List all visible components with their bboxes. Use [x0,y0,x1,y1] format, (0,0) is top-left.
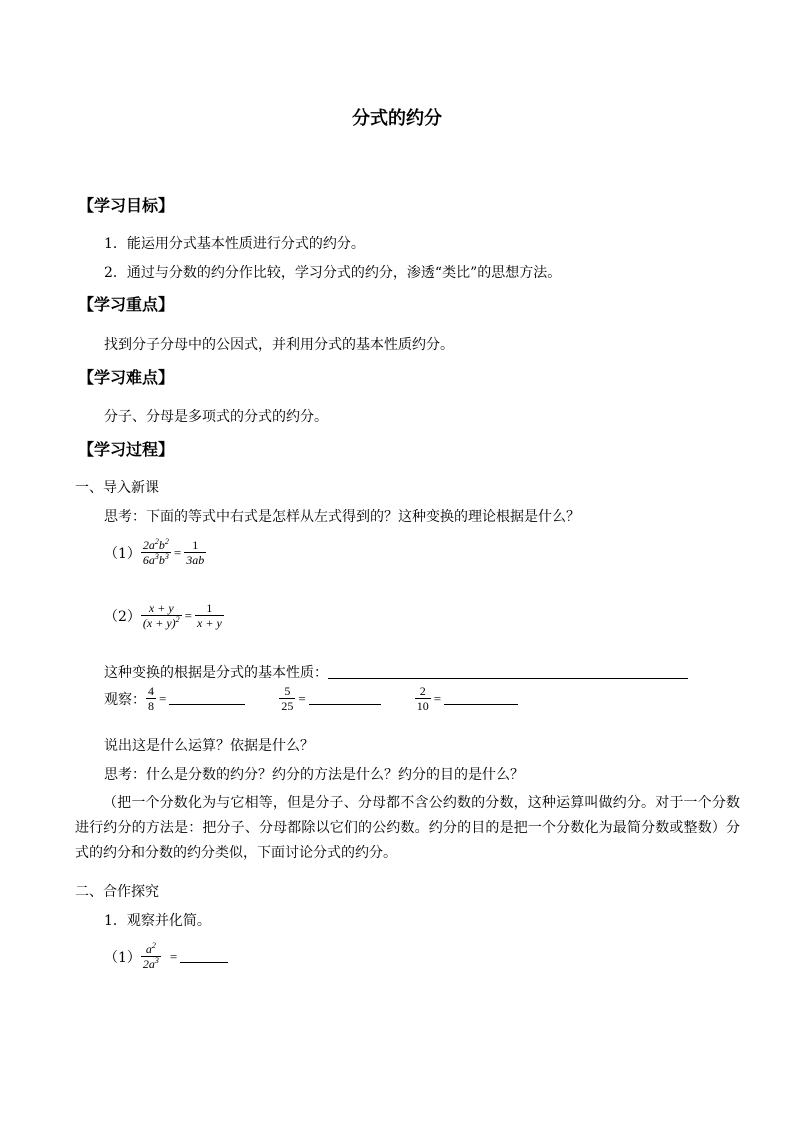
observe-label: 观察： [104,691,146,708]
observe-blank-1[interactable] [169,704,245,705]
observe-blank-3[interactable] [444,704,518,705]
equals-sign: = [169,948,178,964]
equation-1-right-fraction: $\frac{1}{3ab}$ [186,538,205,567]
observe-fraction-2: $\frac{5}{25}$ [281,684,294,713]
equation-1-left-fraction: $\frac{2a^2b^2}{6a^3b^3}$ [142,537,169,567]
equation-2-left-fraction: $\frac{x + y}{(x + y)^2}$ [142,601,180,630]
equals-sign: = [173,544,182,560]
observe-row [104,684,518,713]
part2-heading: 二、合作探究 [75,884,159,900]
section-heading-process: 【学习过程】 [78,440,175,459]
equation-2 [104,601,224,630]
think-question-1: 思考：下面的等式中右式是怎样从左式得到的？这种变换的理论根据是什么？ [104,509,580,525]
section-heading-difficulty: 【学习难点】 [78,368,175,387]
question-1-answer-blank[interactable] [180,962,228,963]
equals-sign: = [298,690,306,706]
section-heading-goals: 【学习目标】 [78,196,175,215]
think-question-2: 思考：什么是分数的约分？约分的方法是什么？约分的目的是什么？ [104,767,524,783]
observe-fraction-1: $\frac{4}{8}$ [148,684,154,713]
observe-blank-2[interactable] [309,704,381,705]
basis-line [104,662,688,682]
key-point-text: 找到分子分母中的公因式，并利用分式的基本性质约分。 [104,337,454,353]
equation-2-label: （2） [104,608,141,625]
equation-1-label: （1） [104,545,141,562]
question-1 [104,942,228,971]
part2-item-1: 1．观察并化简。 [104,913,211,929]
equals-sign: = [159,690,167,706]
basis-text: 这种变换的根据是分式的基本性质： [104,665,328,681]
question-1-fraction: $\frac{a^2}{2a^3}$ [142,941,159,971]
question-1-label: （1） [104,949,141,966]
page-title: 分式的约分 [352,108,442,129]
ask-question: 说出这是什么运算？依据是什么？ [104,738,314,754]
observe-fraction-3: $\frac{2}{10}$ [416,684,429,713]
explanation-paragraph: （把一个分数化为与它相等，但是分子、分母都不含公约数的分数，这种运算叫做约分。对于一个分数进行约分的方法是：把分子、分母都除以它们的公约数。约分的目的是把一个分数化为最简分数或整数）分式的约分和分数的约分类似，下面讨论分式的约分。 [75,795,740,861]
equals-sign: = [433,690,442,706]
equals-sign: = [184,607,193,623]
part1-heading: 一、导入新课 [75,480,159,496]
equation-1 [104,538,206,567]
difficulty-text: 分子、分母是多项式的分式的约分。 [104,409,328,425]
goal-item-1: 1．能运用分式基本性质进行分式的约分。 [104,236,365,252]
equation-2-right-fraction: $\frac{1}{x + y}$ [197,601,222,630]
goal-item-2: 2．通过与分数的约分作比较，学习分式的约分，渗透“类比”的思想方法。 [104,265,562,281]
basis-answer-blank[interactable] [328,678,688,679]
section-heading-key: 【学习重点】 [78,295,175,314]
